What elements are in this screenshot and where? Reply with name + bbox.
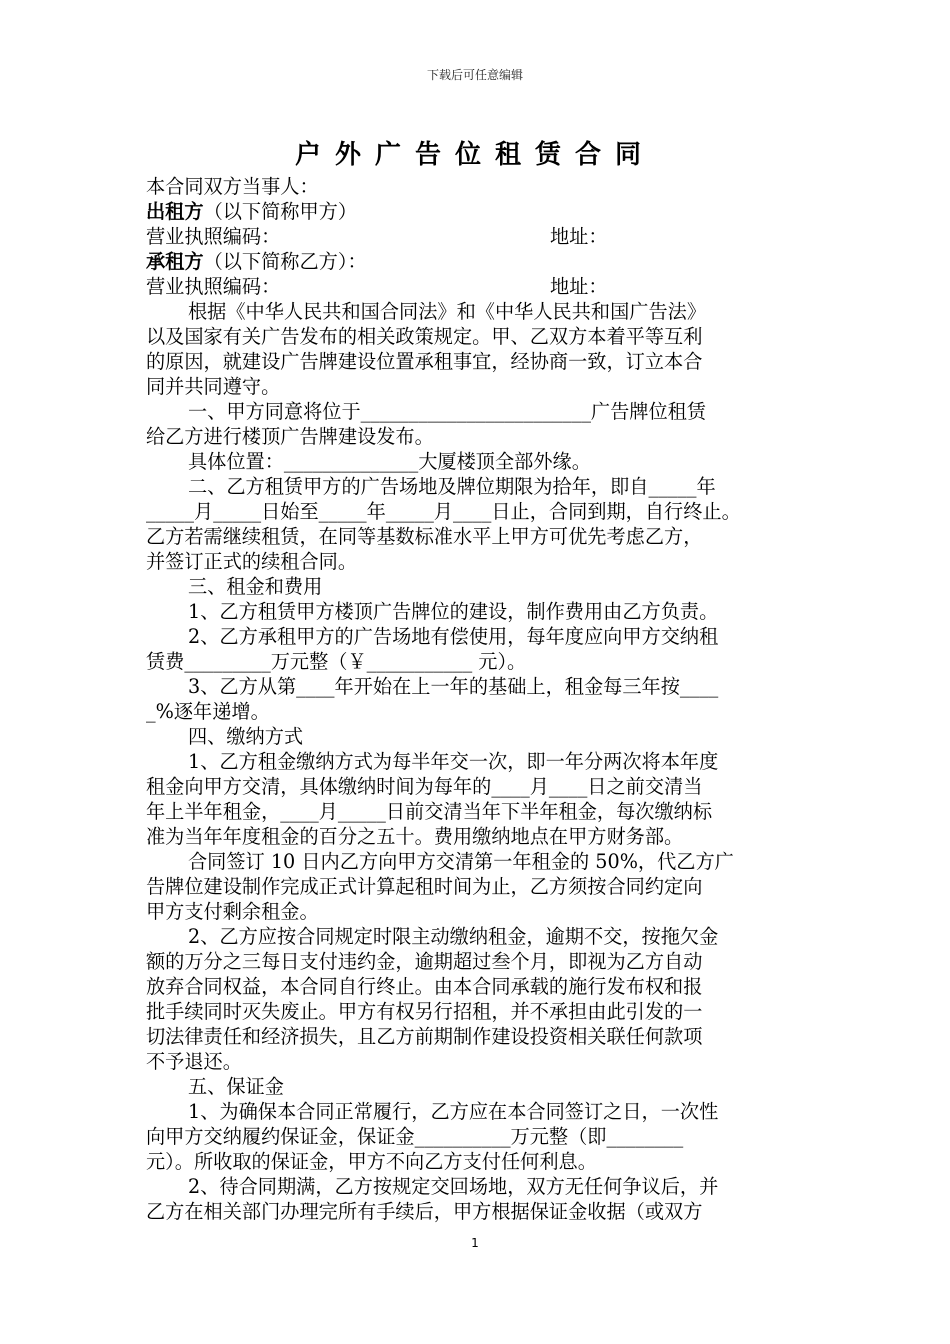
paragraph-line: 租金向甲方交清，具体缴纳时间为每年的____月____日之前交清当	[146, 775, 703, 798]
paragraph-line: 1、乙方租金缴纳方式为每半年交一次，即一年分两次将本年度	[188, 750, 719, 773]
paragraph-line: 根据《中华人民共和国合同法》和《中华人民共和国广告法》	[188, 300, 707, 323]
lessor-suffix: （以下简称甲方）	[203, 200, 358, 223]
lessee-suffix: （以下简称乙方）：	[203, 250, 367, 273]
paragraph-line: 乙方若需继续租赁，在同等基数标准水平上甲方可优先考虑乙方，	[146, 525, 703, 548]
paragraph-line: 批手续同时灭失废止。甲方有权另行招租，并不承担由此引发的一	[146, 1000, 703, 1023]
paragraph-line: 1、乙方租赁甲方楼顶广告牌位的建设，制作费用由乙方负责。	[188, 600, 719, 623]
paragraph-line: 并签订正式的续租合同。	[146, 550, 358, 573]
lessee-label: 承租方	[146, 250, 204, 273]
lessee-license-line	[146, 274, 806, 299]
lessee-line	[146, 249, 806, 274]
paragraph-line: 年上半年租金，____月_____日前交清当年下半年租金，每次缴纳标	[146, 800, 713, 823]
license-label: 营业执照编码：	[146, 225, 281, 248]
section-heading: 四、缴纳方式	[188, 725, 304, 748]
paragraph-line: 具体位置：______________大厦楼顶全部外缘。	[188, 450, 591, 473]
paragraph-line: 赁费_________万元整（￥___________ 元）。	[146, 650, 527, 673]
paragraph-line: 给乙方进行楼顶广告牌建设发布。	[146, 425, 434, 448]
paragraph-line: 甲方支付剩余租金。	[146, 900, 319, 923]
paragraph-line: 元）。所收取的保证金，甲方不向乙方支付任何利息。	[146, 1150, 597, 1173]
paragraph-line: 2、乙方应按合同规定时限主动缴纳租金，逾期不交，按拖欠金	[188, 925, 719, 948]
lessor-license-line	[146, 224, 806, 249]
paragraph-line: 准为当年年度租金的百分之五十。费用缴纳地点在甲方财务部。	[146, 825, 684, 848]
paragraph-line: 二、乙方租赁甲方的广告场地及牌位期限为拾年，即自_____年	[188, 475, 716, 498]
paragraph-line: 同并共同遵守。	[146, 375, 281, 398]
paragraph-line: 1、为确保本合同正常履行，乙方应在本合同签订之日，一次性	[188, 1100, 719, 1123]
paragraph-line: 乙方在相关部门办理完所有手续后，甲方根据保证金收据（或双方	[146, 1200, 703, 1223]
paragraph-line: 3、乙方从第____年开始在上一年的基础上，租金每三年按____	[188, 675, 719, 698]
address-label: 地址：	[550, 225, 608, 248]
parties-intro: 本合同双方当事人：	[146, 175, 319, 198]
paragraph-line: 放弃合同权益，本合同自行终止。由本合同承载的施行发布权和报	[146, 975, 703, 998]
paragraph-line: 以及国家有关广告发布的相关政策规定。甲、乙双方本着平等互利	[146, 325, 703, 348]
paragraph-line: 2、待合同期满，乙方按规定交回场地，双方无任何争议后，并	[188, 1175, 719, 1198]
paragraph-line: 向甲方交纳履约保证金，保证金__________万元整（即________	[146, 1125, 684, 1148]
paragraph-line: 额的万分之三每日支付违约金，逾期超过叁个月，即视为乙方自动	[146, 950, 703, 973]
contract-body	[146, 174, 806, 1224]
paragraph-line: 告牌位建设制作完成正式计算起租时间为止，乙方须按合同约定向	[146, 875, 703, 898]
license-label: 营业执照编码：	[146, 275, 281, 298]
paragraph-line: 的原因，就建设广告牌建设位置承租事宜，经协商一致，订立本合	[146, 350, 703, 373]
lessor-label: 出租方	[146, 200, 204, 223]
lessor-line	[146, 199, 806, 224]
paragraph-line: 2、乙方承租甲方的广告场地有偿使用，每年度应向甲方交纳租	[188, 625, 719, 648]
page-header-note: 下载后可任意编辑	[426, 68, 523, 82]
document-title: 户外广告位租赁合同	[294, 140, 655, 170]
section-heading: 五、保证金	[188, 1075, 284, 1098]
paragraph-line: _%逐年递增。	[146, 700, 270, 723]
page-number: 1	[471, 1236, 479, 1250]
section-heading: 三、租金和费用	[188, 575, 323, 598]
paragraph-line: _____月_____日始至_____年_____月____日止，合同到期，自行终止。	[146, 500, 741, 523]
paragraph-line: 一、甲方同意将位于________________________广告牌位租赁	[188, 400, 707, 423]
paragraph-line: 合同签订 10 日内乙方向甲方交清第一年租金的 50%，代乙方广	[188, 850, 734, 873]
address-label: 地址：	[550, 275, 608, 298]
paragraph-line: 不予退还。	[146, 1050, 242, 1073]
paragraph-line: 切法律责任和经济损失，且乙方前期制作建设投资相关联任何款项	[146, 1025, 703, 1048]
